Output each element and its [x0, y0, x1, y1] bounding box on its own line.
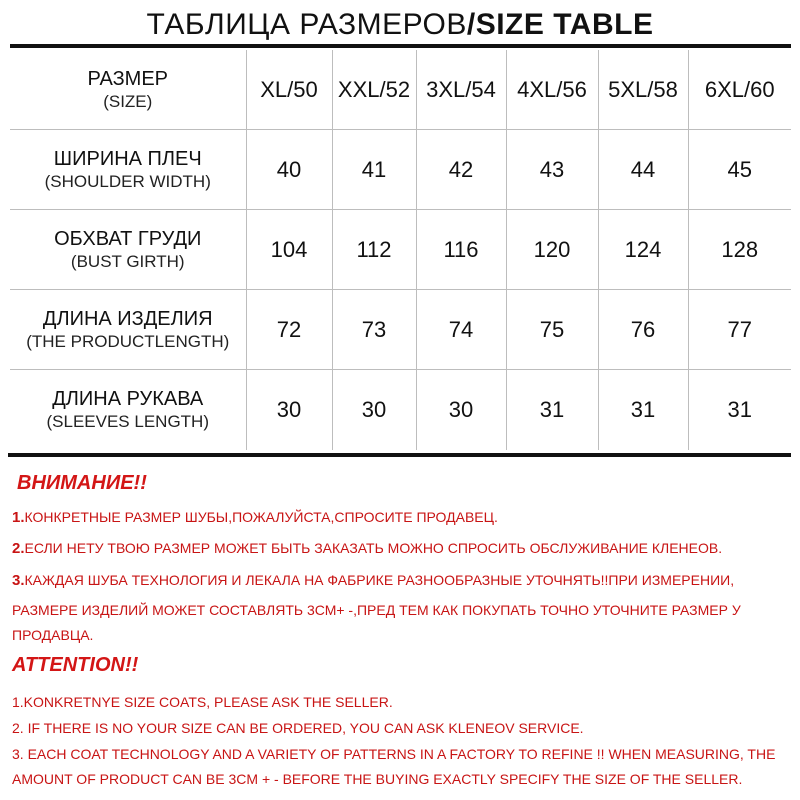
table-cell: 124: [624, 236, 662, 262]
page-title: [0, 8, 800, 42]
attention-heading-ru: ВНИМАНИЕ!!: [17, 472, 147, 494]
row-label-cell: [10, 130, 246, 210]
note-en-1: 1.KONKRETNYE SIZE COATS, PLEASE ASK THE SELLER.: [12, 694, 393, 710]
row-label-ru: ДЛИНА РУКАВА: [52, 388, 204, 410]
header-label-en: (SIZE): [103, 91, 153, 111]
table-cell: 45: [727, 156, 752, 182]
table-cell: 31: [630, 397, 656, 422]
table-cell: 104: [270, 236, 308, 262]
title-separator: /: [466, 8, 476, 41]
table-cell: 73: [361, 316, 387, 342]
note-number: 2.: [12, 540, 25, 557]
size-header: 5XL/58: [608, 76, 678, 102]
size-header: 6XL/60: [704, 76, 775, 102]
table-cell: 41: [361, 156, 387, 182]
note-ru-3-line2: РАЗМЕРЕ ИЗДЕЛИЙ МОЖЕТ СОСТАВЛЯТЬ 3СМ+ -,ПРЕД ТЕМ КАК ПОКУПАТЬ ТОЧНО УТОЧНИТЕ РАЗМЕР У: [12, 602, 741, 618]
table-cell: 75: [539, 316, 565, 342]
table-cell: 31: [539, 397, 565, 422]
title-en: SIZE TABLE: [475, 8, 654, 41]
table-cell: 128: [721, 236, 759, 262]
table-row: [10, 290, 791, 370]
size-table: [10, 50, 791, 450]
size-header: XL/50: [260, 76, 318, 102]
note-en-2: 2. IF THERE IS NO YOUR SIZE CAN BE ORDERED, YOU CAN ASK KLENEOV SERVICE.: [12, 720, 584, 736]
table-cell: 31: [727, 397, 752, 422]
bottom-divider: [8, 453, 791, 457]
row-label-en: (SLEEVES LENGTH): [46, 412, 209, 431]
table-row: [10, 370, 791, 451]
row-label-en: (BUST GIRTH): [70, 251, 185, 271]
table-cell: 30: [448, 397, 474, 422]
table-cell: 72: [276, 316, 302, 342]
header-label-ru: РАЗМЕР: [87, 67, 169, 90]
header-label-cell: [10, 50, 246, 130]
table-cell: 116: [443, 236, 479, 262]
table-cell: 43: [539, 156, 565, 182]
attention-heading-en: ATTENTION!!: [12, 654, 139, 676]
size-header: 3XL/54: [426, 76, 496, 102]
row-label-cell: [10, 370, 246, 451]
table-cell: 120: [533, 236, 571, 262]
note-number: 1.: [12, 509, 25, 526]
note-ru-1: [12, 502, 498, 533]
table-header-row: [10, 50, 791, 130]
table-cell: 74: [448, 316, 474, 342]
row-label-ru: ДЛИНА ИЗДЕЛИЯ: [42, 307, 213, 330]
note-text: КОНКРЕТНЫЕ РАЗМЕР ШУБЫ,ПОЖАЛУЙСТА,СПРОСИТЕ ПРОДАВЕЦ.: [24, 509, 498, 525]
table-cell: 30: [361, 397, 387, 422]
note-ru-3-line3: ПРОДАВЦА.: [12, 627, 94, 643]
note-ru-3: [12, 565, 734, 596]
row-label-ru: ШИРИНА ПЛЕЧ: [53, 147, 202, 170]
note-en-3: 3. EACH COAT TECHNOLOGY AND A VARIETY OF PATTERNS IN A FACTORY TO REFINE !! WHEN MEASURING, THE: [12, 746, 776, 762]
table-cell: 40: [276, 156, 302, 182]
table-cell: 44: [630, 156, 656, 182]
table-cell: 30: [276, 397, 302, 422]
table-row: [10, 130, 791, 210]
table-cell: 42: [448, 156, 474, 182]
table-row: [10, 210, 791, 290]
top-divider: [10, 44, 791, 48]
title-ru: ТАБЛИЦА РАЗМЕРОВ: [146, 8, 467, 41]
table-cell: 112: [356, 236, 392, 262]
size-header: XXL/52: [337, 76, 411, 102]
note-en-3-line2: AMOUNT OF PRODUCT CAN BE 3CM + - BEFORE THE BUYING EXACTLY SPECIFY THE SIZE OF THE SELLER.: [12, 771, 743, 787]
note-text: ЕСЛИ НЕТУ ТВОЮ РАЗМЕР МОЖЕТ БЫТЬ ЗАКАЗАТЬ МОЖНО СПРОСИТЬ ОБСЛУЖИВАНИЕ КЛЕНЕОВ.: [24, 540, 723, 556]
row-label-ru: ОБХВАТ ГРУДИ: [54, 227, 202, 250]
table-cell: 77: [727, 316, 752, 342]
table-cell: 76: [630, 316, 656, 342]
note-number: 3.: [12, 572, 25, 589]
size-header: 4XL/56: [517, 76, 587, 102]
note-text: КАЖДАЯ ШУБА ТЕХНОЛОГИЯ И ЛЕКАЛА НА ФАБРИКЕ РАЗНООБРАЗНЫЕ УТОЧНЯТЬ!!ПРИ ИЗМЕРЕНИИ,: [24, 572, 735, 588]
row-label-en: (SHOULDER WIDTH): [44, 171, 211, 191]
row-label-en: (THE PRODUCTLENGTH): [26, 331, 230, 351]
note-ru-2: [12, 533, 722, 564]
row-label-cell: [10, 290, 246, 370]
row-label-cell: [10, 210, 246, 290]
